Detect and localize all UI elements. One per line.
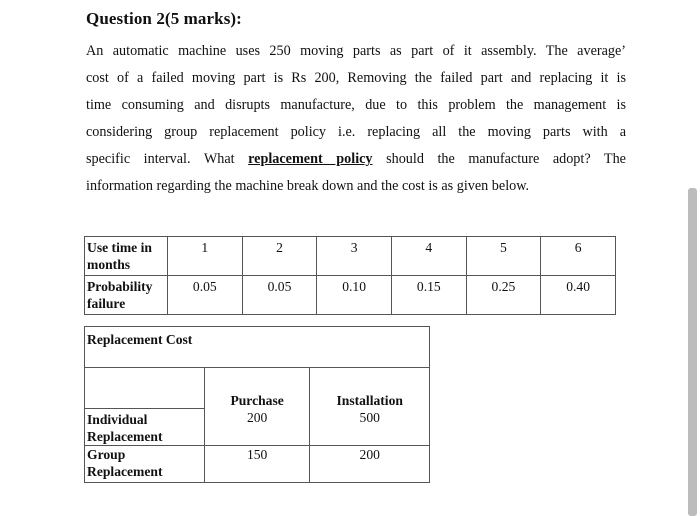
table-row: [85, 276, 616, 315]
replacement-policy-emphasis: replacement policy: [248, 151, 373, 168]
failure-probability-table: [84, 236, 616, 315]
installation-header: Installation: [310, 368, 430, 409]
table-row: [85, 237, 616, 276]
paragraph-line: cost of a failed moving part is Rs 200, Removing the failed part and replacing it is: [86, 70, 626, 87]
probability-cell: 0.05: [168, 276, 243, 315]
installation-cost: 500: [310, 409, 430, 446]
probability-label: Probability failure: [85, 276, 168, 315]
purchase-cost: 200: [204, 409, 310, 446]
month-cell: 3: [317, 237, 392, 276]
table-row: [85, 446, 430, 483]
question-paragraph: [86, 38, 626, 201]
row-label: Group Replacement: [85, 446, 205, 483]
probability-cell: 0.15: [391, 276, 466, 315]
purchase-header: Purchase: [204, 368, 310, 409]
paragraph-line: [86, 146, 626, 173]
row-label: Individual Replacement: [85, 409, 205, 446]
paragraph-text: should the manufacture adopt? The: [372, 151, 626, 168]
table-row: [85, 368, 430, 409]
use-time-label: Use time in months: [85, 237, 168, 276]
empty-cell: [85, 368, 205, 409]
installation-cost: 200: [310, 446, 430, 483]
replacement-cost-title: Replacement Cost: [85, 327, 430, 368]
month-cell: 4: [391, 237, 466, 276]
paragraph-line: An automatic machine uses 250 moving parts as part of it assembly. The average’: [86, 43, 626, 59]
table-row: [85, 327, 430, 368]
probability-cell: 0.10: [317, 276, 392, 315]
month-cell: 1: [168, 237, 243, 276]
probability-cell: 0.25: [466, 276, 541, 315]
question-heading: Question 2(5 marks):: [86, 9, 242, 28]
purchase-cost: 150: [204, 446, 310, 483]
month-cell: 5: [466, 237, 541, 276]
table-row: [85, 409, 430, 446]
paragraph-line: time consuming and disrupts manufacture, due to this problem the management is: [86, 97, 626, 114]
probability-cell: 0.40: [541, 276, 616, 315]
paragraph-line: considering group replacement policy i.e. replacing all the moving parts with a: [86, 124, 626, 141]
paragraph-line: information regarding the machine break down and the cost is as given below.: [86, 178, 530, 195]
probability-cell: 0.05: [242, 276, 317, 315]
vertical-scrollbar[interactable]: [688, 188, 697, 516]
replacement-cost-table: [84, 326, 430, 483]
month-cell: 6: [541, 237, 616, 276]
paragraph-text: specific interval. What: [86, 151, 249, 168]
month-cell: 2: [242, 237, 317, 276]
